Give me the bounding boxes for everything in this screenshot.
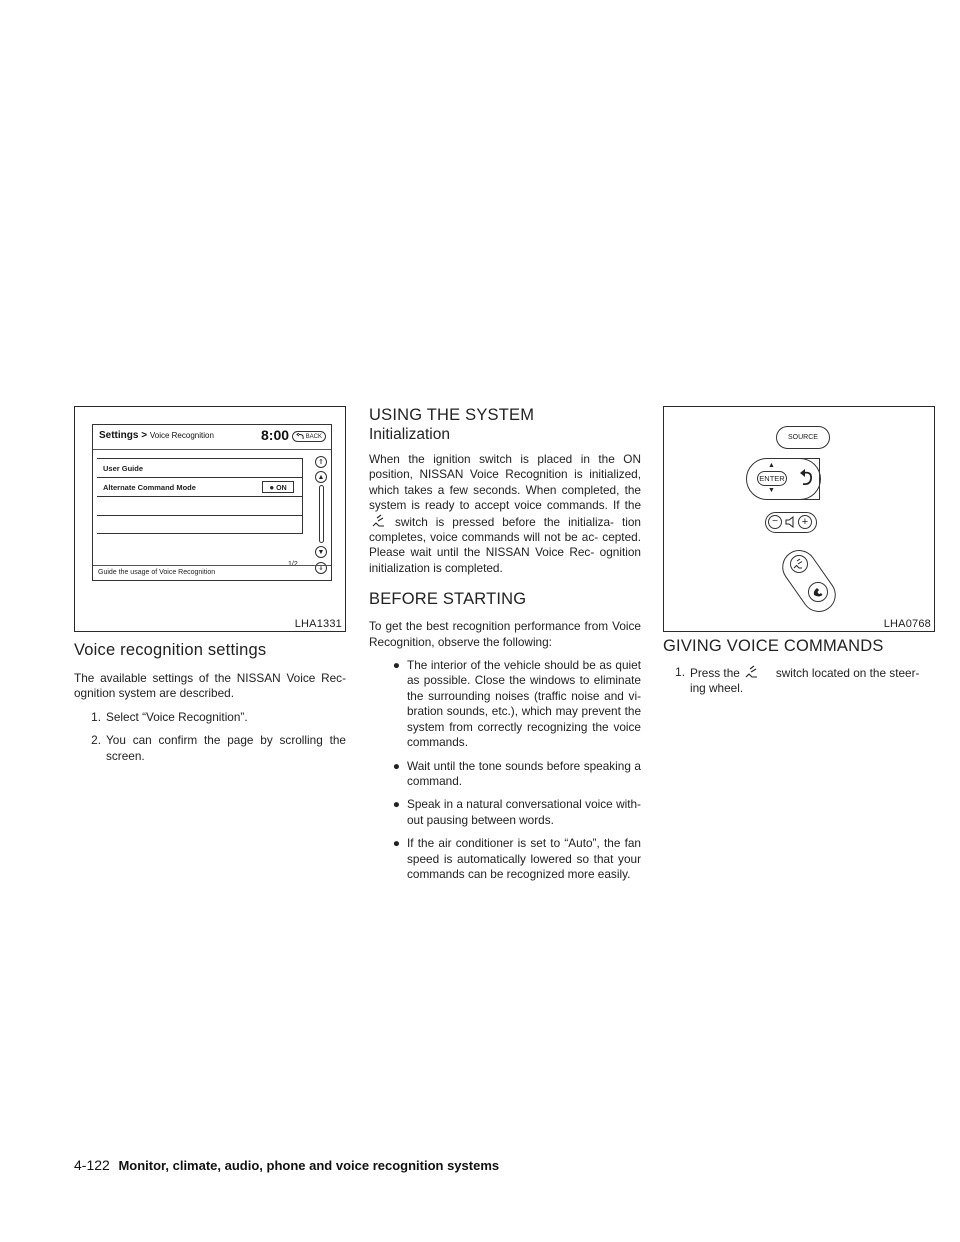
figure-label: LHA1331 xyxy=(294,618,342,630)
subsection-heading: Initialization xyxy=(369,426,450,443)
bullet-icon: ● xyxy=(392,836,400,851)
screen-footer: Guide the usage of Voice Recognition xyxy=(93,565,331,580)
bullet-icon: ● xyxy=(392,758,400,773)
section-heading: Voice recognition settings xyxy=(74,641,267,659)
enter-button[interactable]: ENTER xyxy=(757,471,787,486)
page-footer xyxy=(74,1157,499,1173)
list-item-empty xyxy=(97,515,303,534)
back-label: BACK xyxy=(305,434,322,440)
scroll-top-icon[interactable]: ⇑ xyxy=(315,456,327,468)
screen-title xyxy=(99,430,214,441)
list-item: 1. Press the switch located on the steer- ing wheel. xyxy=(675,665,920,696)
list-item: 2. You can confirm the page by scrolling the screen. xyxy=(91,733,346,763)
paragraph: The available settings of the NISSAN Voice Rec- ognition system are described. xyxy=(74,671,346,701)
breadcrumb: Voice Recognition xyxy=(149,431,214,440)
settings-screen xyxy=(92,424,332,581)
voice-talk-icon xyxy=(791,556,807,572)
list-item: ● Speak in a natural conversational voice with- out pausing between words. xyxy=(369,797,641,828)
voice-talk-button[interactable] xyxy=(790,555,808,573)
figure-label: LHA0768 xyxy=(883,618,931,630)
scroll-down-icon[interactable]: ▼ xyxy=(315,546,327,558)
up-arrow-icon[interactable]: ▲ xyxy=(768,462,775,469)
on-indicator[interactable] xyxy=(262,481,294,493)
list-item: ● The interior of the vehicle should be as quiet as possible. Close the windows to eliminate the surrounding noises (traffic noise and vi- bration sounds, etc.), which may prevent the system from correctly recognizing the voice commands. xyxy=(369,658,641,750)
source-button[interactable]: SOURCE xyxy=(776,426,830,449)
list-item-alternate-command-mode[interactable] xyxy=(97,477,303,496)
list-item-empty xyxy=(97,496,303,515)
figure-settings-screen xyxy=(74,406,346,632)
scroll-bottom-icon[interactable]: ⇓ xyxy=(315,562,327,574)
voice-talk-icon xyxy=(371,514,389,528)
bullet-icon: ● xyxy=(392,797,400,812)
figure-steering-controls xyxy=(663,406,935,632)
phone-pod xyxy=(776,543,843,618)
column-left xyxy=(74,406,346,772)
paragraph: To get the best recognition performance from Voice Recognition, observe the following: xyxy=(369,619,641,649)
list-item: 1. Select “Voice Recognition”. xyxy=(91,709,248,724)
column-middle xyxy=(369,406,641,890)
voice-talk-icon xyxy=(744,665,762,679)
volume-down-icon[interactable]: − xyxy=(768,515,782,529)
phone-button[interactable] xyxy=(808,582,828,602)
section-heading: USING THE SYSTEM xyxy=(369,406,535,424)
on-label: ON xyxy=(276,485,287,492)
list-item-user-guide[interactable] xyxy=(97,458,303,477)
back-button[interactable] xyxy=(292,431,326,442)
column-right xyxy=(663,406,935,705)
phone-icon xyxy=(809,583,827,601)
section-heading: GIVING VOICE COMMANDS xyxy=(663,637,884,655)
down-arrow-icon[interactable]: ▼ xyxy=(768,487,775,494)
page-indicator: 1/2 xyxy=(288,561,298,568)
list-item-label: User Guide xyxy=(103,464,144,473)
volume-up-icon[interactable]: + xyxy=(798,515,812,529)
list-item: ● Wait until the tone sounds before speaking a command. xyxy=(369,759,641,790)
scroll-up-icon[interactable]: ▲ xyxy=(315,471,327,483)
speaker-icon xyxy=(785,515,795,534)
screen-title-text: Settings xyxy=(99,430,139,441)
screen-clock: 8:00 xyxy=(261,427,290,443)
back-arrow-icon xyxy=(795,467,817,489)
list-item-label: Alternate Command Mode xyxy=(103,483,196,492)
chapter-title: Monitor, climate, audio, phone and voice recognition systems xyxy=(118,1158,500,1173)
breadcrumb-separator: > xyxy=(141,430,148,441)
bullet-icon: ● xyxy=(392,658,400,673)
settings-list xyxy=(97,458,303,554)
section-heading: BEFORE STARTING xyxy=(369,590,527,609)
dot-icon: ● xyxy=(269,483,275,492)
list-item: ● If the air conditioner is set to “Auto”, the fan speed is automatically lowered so that your commands can be recognized more easily. xyxy=(369,836,641,882)
paragraph: When the ignition switch is placed in the ON position, NISSAN Voice Recognition is initialized, which takes a few seconds. When completed, the system is ready to accept voice commands. If theswitch is pressed before the initializa- tion completes, voice commands will not be ac- cepted. Please wait until the NISSAN Voice Rec- ognition initialization is completed. xyxy=(369,452,641,575)
screen-header xyxy=(93,425,331,450)
page-number: 4-122 xyxy=(74,1157,110,1173)
back-arrow-icon xyxy=(296,433,305,440)
scrollbar[interactable] xyxy=(319,485,324,543)
